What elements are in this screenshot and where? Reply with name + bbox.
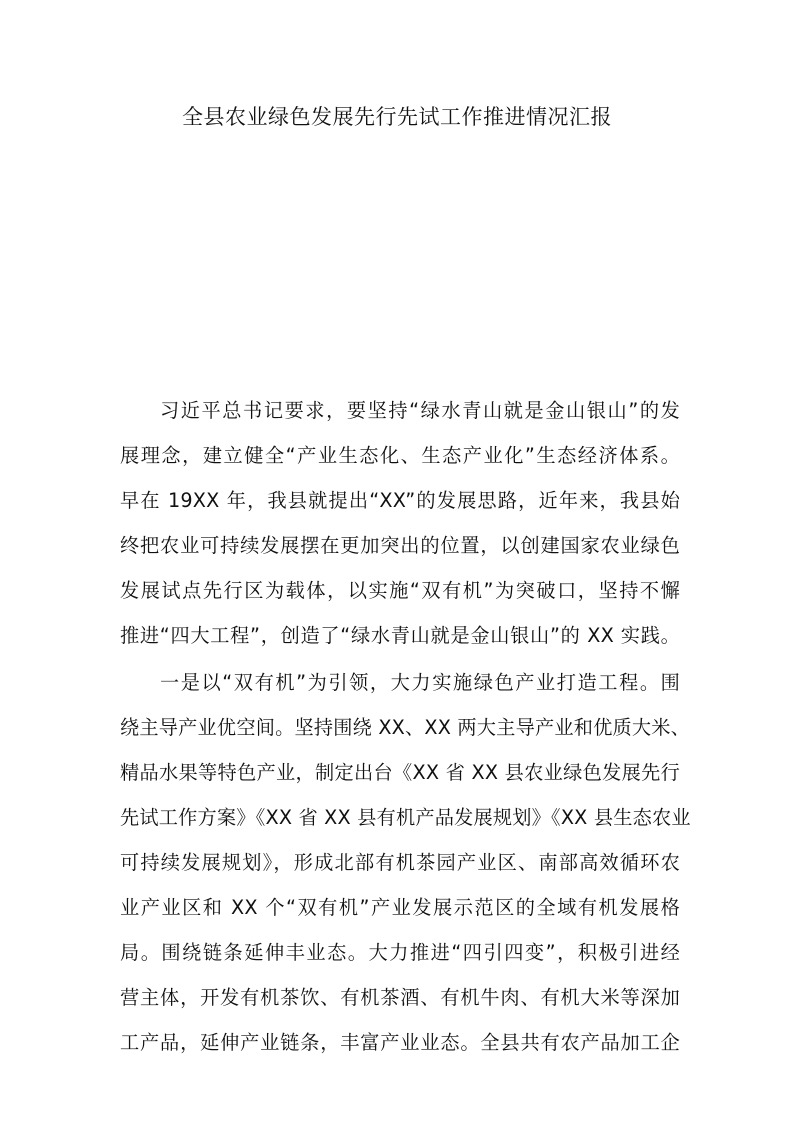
text-line: 发展试点先行区为载体，以实施“双有机”为突破口，坚持不懈 — [120, 579, 680, 602]
text-line: 业产业区和 XX 个“双有机”产业发展示范区的全域有机发展格 — [120, 896, 680, 919]
text-line: 可持续发展规划》，形成北部有机茶园产业区、南部高效循环农 — [120, 851, 680, 874]
text-line: 终把农业可持续发展摆在更加突出的位置，以创建国家农业绿色 — [120, 534, 680, 557]
text-line: 习近平总书记要求，要坚持“绿水青山就是金山银山”的发 — [160, 399, 680, 422]
text-line: 先试工作方案》《XX 省 XX 县有机产品发展规划》《XX 县生态农业 — [120, 806, 691, 829]
document-title: 全县农业绿色发展先行先试工作推进情况汇报 — [182, 105, 612, 129]
text-line: 绕主导产业优空间。坚持围绕 XX、XX 两大主导产业和优质大米、 — [120, 716, 691, 739]
text-line: 营主体，开发有机茶饮、有机茶酒、有机牛肉、有机大米等深加 — [120, 986, 680, 1009]
text-line: 推进“四大工程”，创造了“绿水青山就是金山银山”的 XX 实践。 — [120, 624, 680, 647]
text-line: 早在 19XX 年，我县就提出“XX”的发展思路，近年来，我县始 — [120, 489, 680, 512]
text-line: 一是以“双有机”为引领，大力实施绿色产业打造工程。围 — [160, 671, 680, 694]
text-line: 工产品，延伸产业链条，丰富产业业态。全县共有农产品加工企 — [120, 1031, 680, 1054]
text-line: 局。围绕链条延伸丰业态。大力推进“四引四变”，积极引进经 — [120, 941, 680, 964]
text-line: 展理念，建立健全“产业生态化、生态产业化”生态经济体系。 — [120, 444, 680, 467]
text-line: 精品水果等特色产业，制定出台《XX 省 XX 县农业绿色发展先行 — [120, 761, 680, 784]
paragraph-intro — [120, 388, 680, 658]
paragraph-green-industry — [120, 660, 691, 1065]
